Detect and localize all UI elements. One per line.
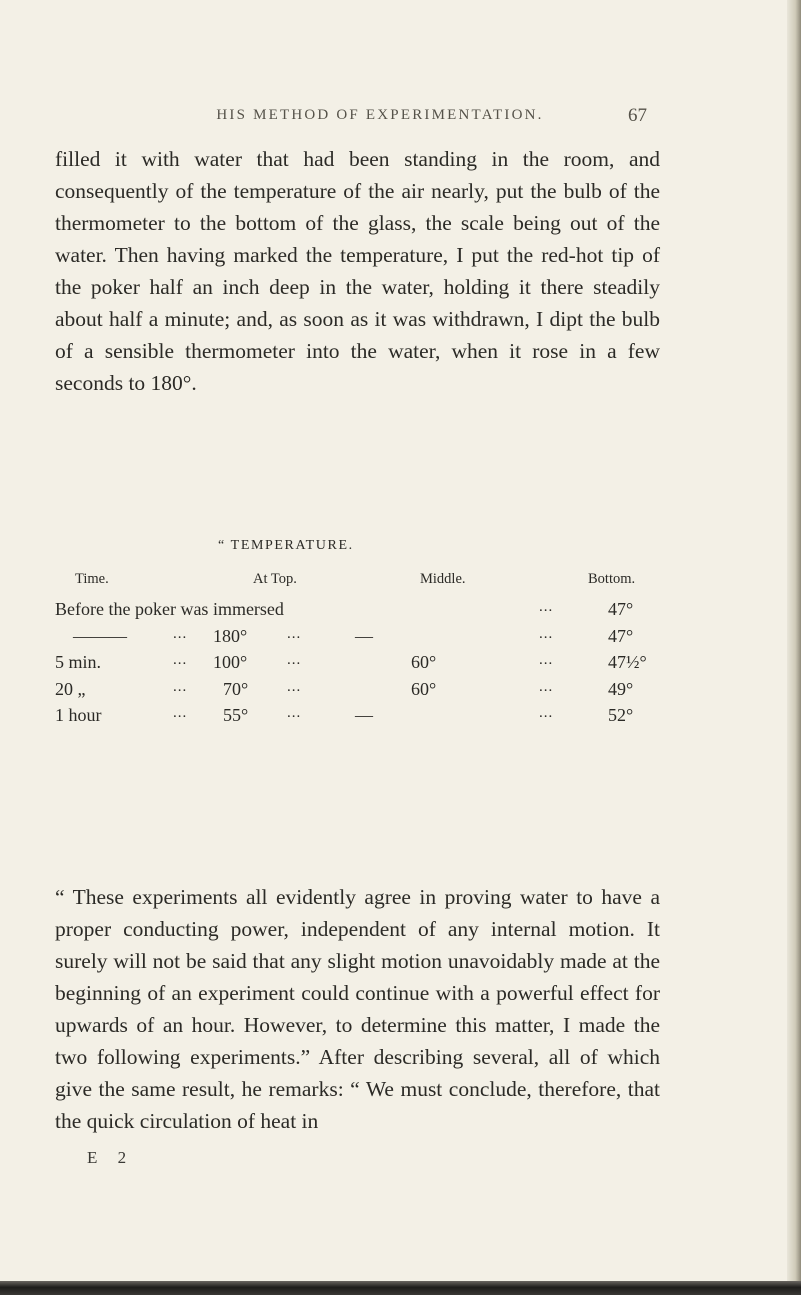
header-bottom: Bottom. <box>588 571 636 587</box>
cell-middle: — <box>355 626 373 646</box>
row-ellipsis: ... <box>539 679 554 695</box>
page-number: 67 <box>628 105 647 126</box>
row-ellipsis: ... <box>287 679 302 695</box>
row-ellipsis: ... <box>287 705 302 721</box>
row-ellipsis: ... <box>539 705 554 721</box>
cell-time: 5 min. <box>55 652 102 672</box>
row-ellipsis: ... <box>173 626 188 642</box>
table-row <box>55 626 670 652</box>
cell-top: 180° <box>213 626 248 646</box>
cell-time: 20 „ <box>55 679 86 699</box>
cell-bottom: 47° <box>608 626 634 646</box>
row-ellipsis: ... <box>539 652 554 668</box>
row-ellipsis: ... <box>173 652 188 668</box>
header-top: At Top. <box>253 571 297 587</box>
paragraph-2: “ These experiments all evidently agree in proving water to have a proper conducting power, independent of any internal motion. It surely will not be said that any slight motion unavoidably made at the beginning of an experiment could continue with a powerful effect for upwards of an hour. However, to determine this matter, I made the two following experiments.” After describing several, all of which give the same result, he remarks: “ We must conclude, therefore, that the quick circulation of heat in <box>55 885 660 1133</box>
table-row <box>55 705 670 731</box>
cell-top: 100° <box>213 652 248 672</box>
paragraph-1: filled it with water that had been standing in the room, and consequently of the temperature of the air nearly, put the bulb of the thermometer to the bottom of the glass, the scale being out of the water. Then having marked the temperature, I put the red-hot tip of the poker half an inch deep in the water, holding it there steadily about half a minute; and, as soon as it was withdrawn, I dipt the bulb of a sensible thermometer into the water, when it rose in a few seconds to 180°. <box>55 147 660 395</box>
cell-middle: 60° <box>411 652 437 672</box>
header-middle: Middle. <box>420 571 466 587</box>
row-ellipsis: ... <box>539 626 554 642</box>
cell-middle: 60° <box>411 679 437 699</box>
running-head: HIS METHOD OF EXPERIMENTATION. <box>216 107 544 123</box>
cell-bottom: 47° <box>608 599 634 619</box>
cell-time: 1 hour <box>55 705 102 725</box>
row-ellipsis: ... <box>173 679 188 695</box>
signature-mark: E 2 <box>87 1148 135 1167</box>
cell-top: 55° <box>223 705 249 725</box>
header-time: Time. <box>75 571 109 587</box>
table-title: “ TEMPERATURE. <box>218 538 354 553</box>
cell-bottom: 47½° <box>608 652 647 672</box>
cell-time: ——— <box>73 626 127 646</box>
table-row <box>55 652 670 678</box>
cell-top: 70° <box>223 679 249 699</box>
page-right-edge <box>787 0 801 1295</box>
table-row-before-immersion <box>55 599 670 625</box>
row-ellipsis: ... <box>287 652 302 668</box>
row-ellipsis: ... <box>539 599 554 615</box>
cell-bottom: 49° <box>608 679 634 699</box>
cell-middle: — <box>355 705 373 725</box>
before-immersion-label: Before the poker was immersed <box>55 599 284 619</box>
table-row <box>55 679 670 705</box>
row-ellipsis: ... <box>173 705 188 721</box>
cell-bottom: 52° <box>608 705 634 725</box>
row-ellipsis: ... <box>287 626 302 642</box>
page-bottom-edge <box>0 1281 801 1295</box>
